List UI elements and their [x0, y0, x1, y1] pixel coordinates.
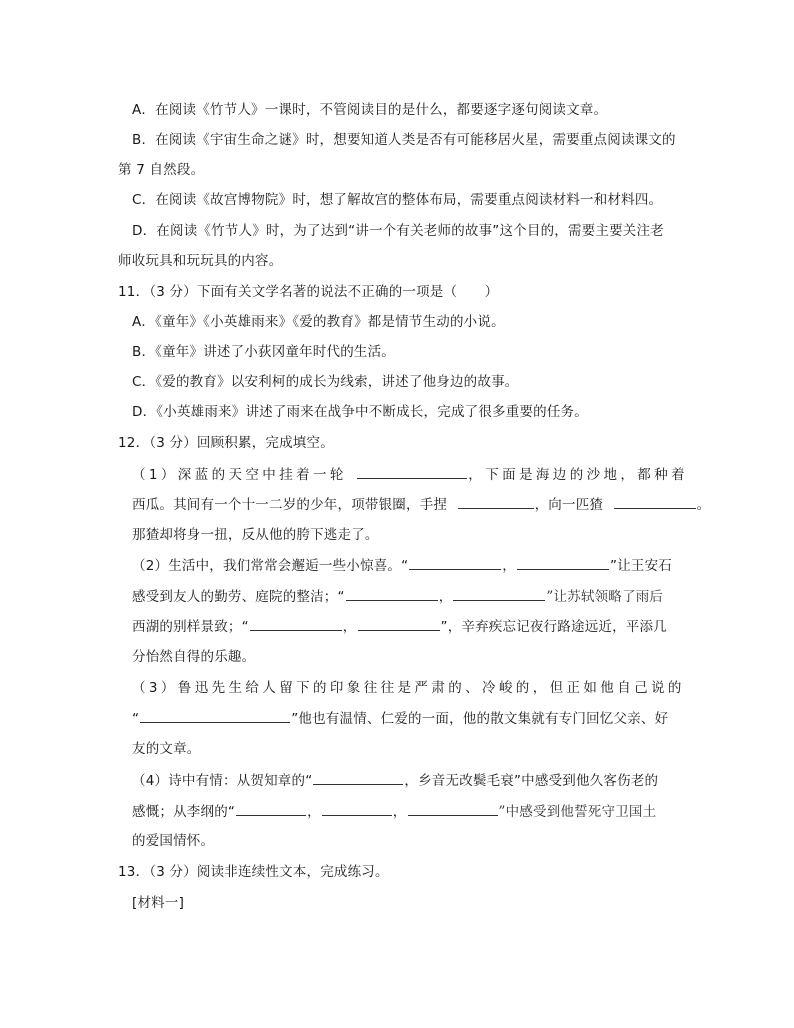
q12-part1-line3: 那猹却将身一扭，反从他的胯下逃走了。	[132, 527, 379, 543]
q12-part4-line3: 的爱国情怀。	[132, 833, 215, 849]
q10-option-b: B．在阅读《宇宙生命之谜》时，想要知道人类是否有可能移居火星，需要重点阅读课文的	[132, 132, 676, 148]
q10-option-a: A．在阅读《竹节人》一课时，不管阅读目的是什么，都要逐字逐句阅读文章。	[132, 102, 608, 118]
q12-p1-text-d: ，向一匹猹	[534, 497, 604, 513]
q12-p2-comma: ，	[392, 804, 407, 820]
fill-blank[interactable]	[313, 770, 403, 785]
q12-p1-text-e: 。	[696, 497, 711, 513]
q12-part3-line2	[132, 708, 668, 729]
q12-part2-line1	[132, 555, 672, 576]
q12-part2-line2	[132, 586, 663, 607]
q13-stem: 13．（3 分）阅读非连续性文本，完成练习。	[118, 864, 389, 880]
q12-part3-line3: 友的文章。	[132, 741, 201, 757]
fill-blank[interactable]	[409, 555, 501, 570]
q12-p2-text-a: （2）生活中，我们常常会邂逅一些小惊喜。“	[132, 558, 409, 574]
q11-option-a: A．《童年》《小英雄雨来》《爱的教育》都是情节生动的小说。	[132, 314, 505, 330]
q12-part1-line1	[132, 464, 688, 485]
q12-stem: 12．（3 分）回顾积累，完成填空。	[118, 435, 334, 451]
q12-p2-comma: ，	[438, 589, 453, 605]
q12-p1-text-a: （1）深蓝的天空中挂着一轮	[132, 467, 347, 483]
q12-part1-line2	[132, 494, 710, 515]
q12-p2-text-e: 西湖的别样景致；“	[132, 619, 249, 635]
q10-option-d: D．在阅读《竹节人》时，为了达到“讲一个有关老师的故事”这个目的，需要主要关注老	[132, 223, 664, 239]
fill-blank[interactable]	[458, 494, 534, 509]
q10-option-b-cont: 第 7 自然段。	[118, 162, 205, 178]
q12-p4-text-a: （4）诗中有情：从贺知章的“	[132, 773, 313, 789]
q11-option-c: C．《爱的教育》以安利柯的成长为线索，讲述了他身边的故事。	[132, 374, 519, 390]
q12-p3-text-b: “	[132, 711, 140, 727]
fill-blank[interactable]	[614, 494, 696, 509]
q10-option-c: C．在阅读《故宫博物院》时，想了解故宫的整体布局，需要重点阅读材料一和材料四。	[132, 192, 663, 208]
fill-blank[interactable]	[357, 464, 467, 479]
q12-p2-comma: ，	[307, 804, 321, 820]
q11-option-d: D．《小英雄雨来》讲述了雨来在战争中不断成长，完成了很多重要的任务。	[132, 404, 588, 420]
q12-part4-line2	[132, 801, 656, 822]
q12-p4-text-b: ，乡音无改鬓毛衰”中感受到他久客伤老的	[404, 773, 659, 789]
fill-blank[interactable]	[140, 708, 290, 723]
fill-blank[interactable]	[346, 586, 438, 601]
q12-p2-comma: ，	[342, 619, 357, 635]
fill-blank[interactable]	[358, 616, 440, 631]
q10-option-d-cont: 师收玩具和玩玩具的内容。	[118, 253, 283, 269]
q12-p1-text-c: 西瓜。其间有一个十一二岁的少年，项带银圈，手捏	[132, 497, 448, 513]
q12-p3-text-c: ”他也有温情、仁爱的一面，他的散文集就有专门回忆父亲、好	[291, 711, 669, 727]
q12-p2-comma: ，	[502, 558, 516, 574]
fill-blank[interactable]	[517, 555, 609, 570]
q12-p2-text-f: ”，辛弃疾忘记夜行路途远近，平添几	[440, 619, 667, 635]
q12-part4-line1	[132, 770, 658, 791]
fill-blank[interactable]	[250, 616, 342, 631]
q13-material-label: [材料一]	[132, 895, 185, 911]
fill-blank[interactable]	[453, 586, 545, 601]
q12-part2-line4: 分怡然自得的乐趣。	[132, 649, 256, 665]
q12-p2-text-c: 感受到友人的勤劳、庭院的整洁；“	[132, 589, 345, 605]
fill-blank[interactable]	[236, 801, 306, 816]
q12-p2-text-b: ”让王安石	[610, 558, 672, 574]
q12-p4-text-d: ”中感受到他誓死守卫国土	[498, 804, 657, 820]
q12-p2-text-d: ”让苏轼领略了雨后	[546, 589, 664, 605]
fill-blank[interactable]	[408, 801, 498, 816]
q12-part3-line1	[132, 678, 685, 698]
q12-part2-line3	[132, 616, 667, 637]
q11-option-b: B．《童年》讲述了小荻冈童年时代的生活。	[132, 344, 396, 360]
q12-p1-text-b: ，下面是海边的沙地，都种着	[468, 467, 688, 483]
fill-blank[interactable]	[322, 801, 392, 816]
q12-p3-text-a: （3）鲁迅先生给人留下的印象往往是严肃的、冷峻的，但正如他自己说的	[132, 680, 685, 696]
q11-stem: 11．（3 分）下面有关文学名著的说法不正确的一项是（ ）	[118, 284, 499, 300]
q12-p4-text-c: 感慨；从李纲的“	[132, 804, 236, 820]
